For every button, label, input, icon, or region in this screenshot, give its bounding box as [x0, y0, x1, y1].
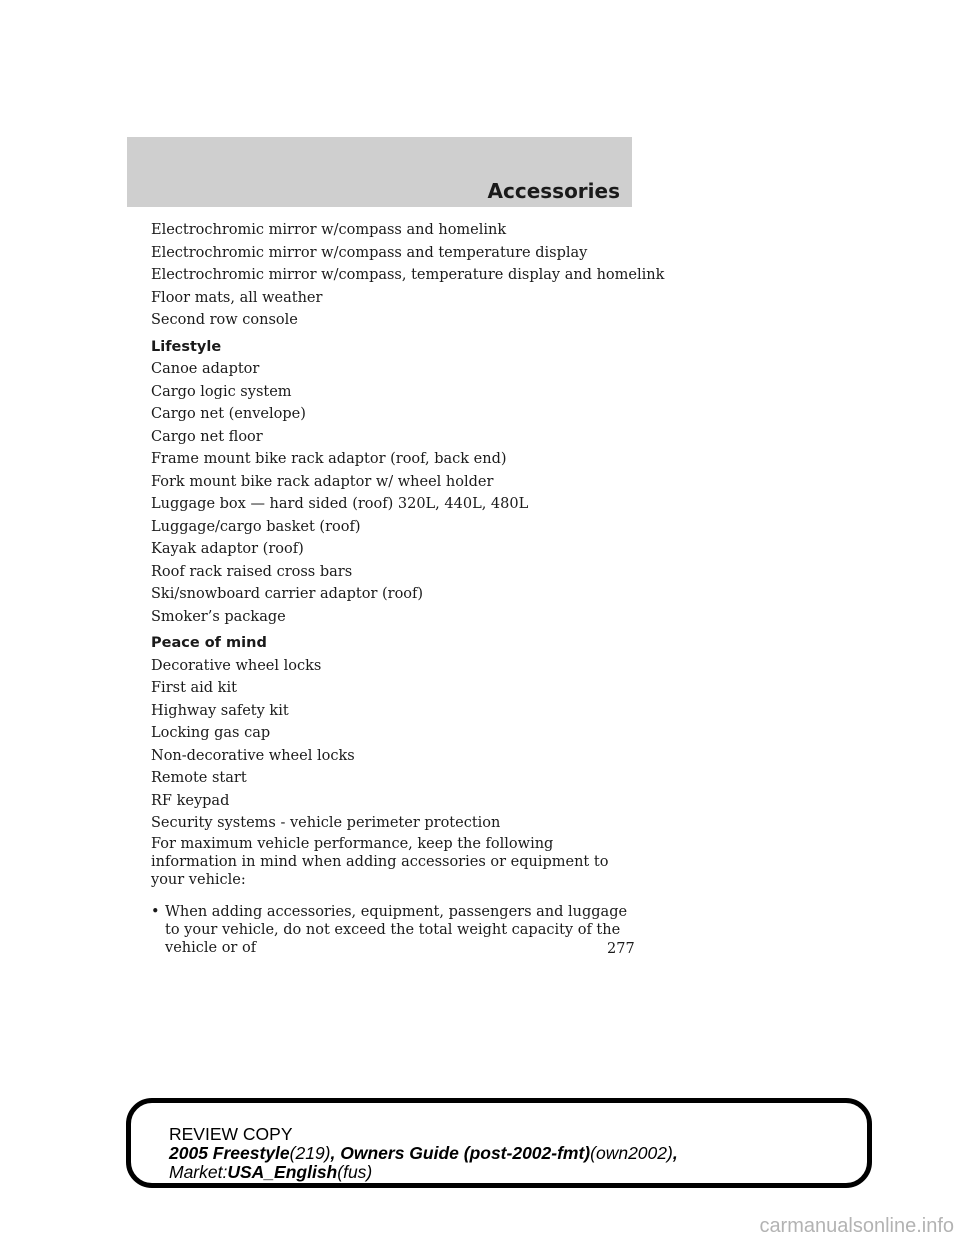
- review-market-code: (fus): [337, 1162, 373, 1182]
- intro-line: Electrochromic mirror w/compass and temperature display: [151, 244, 588, 261]
- review-comma: ,: [672, 1143, 678, 1163]
- lifestyle-item: Cargo logic system: [151, 383, 292, 400]
- lifestyle-list: [151, 358, 641, 628]
- review-line-2: [169, 1144, 678, 1163]
- review-line-1: REVIEW COPY: [169, 1124, 293, 1144]
- peace-of-mind-item: Highway safety kit: [151, 702, 289, 719]
- bullet-icon: •: [151, 904, 160, 920]
- lifestyle-item: Luggage/cargo basket (roof): [151, 518, 361, 535]
- peace-of-mind-item: First aid kit: [151, 680, 237, 696]
- peace-of-mind-item: RF keypad: [151, 792, 230, 809]
- intro-list: [151, 219, 665, 332]
- lifestyle-item: Kayak adaptor (roof): [151, 541, 304, 557]
- peace-of-mind-list: [151, 655, 641, 835]
- intro-line: Electrochromic mirror w/compass and homelink: [151, 222, 507, 238]
- peace-of-mind-item: Security systems - vehicle perimeter protection: [151, 815, 501, 831]
- review-market: USA_English: [227, 1162, 338, 1182]
- lifestyle-item: Ski/snowboard carrier adaptor (roof): [151, 586, 424, 602]
- performance-paragraph: For maximum vehicle performance, keep the following information in mind when adding accessories or equipment to your vehicle:: [151, 835, 609, 888]
- lifestyle-item: Frame mount bike rack adaptor (roof, back end): [151, 451, 507, 467]
- review-line-3: [169, 1163, 678, 1182]
- review-copy-box: [126, 1098, 872, 1188]
- lifestyle-item: Canoe adaptor: [151, 361, 260, 377]
- peace-of-mind-item: Locking gas cap: [151, 725, 271, 741]
- lifestyle-item: Luggage box — hard sided (roof) 320L, 440L, 480L: [151, 496, 529, 512]
- review-copy-text: [169, 1125, 678, 1182]
- bullet-item: [151, 903, 641, 957]
- lifestyle-item: Cargo net (envelope): [151, 406, 306, 422]
- review-market-label: Market:: [169, 1162, 228, 1182]
- lifestyle-item: Fork mount bike rack adaptor w/ wheel holder: [151, 473, 494, 490]
- review-guide-code: (own2002): [590, 1143, 673, 1163]
- watermark-text: carmanualsonline.info: [759, 1215, 954, 1237]
- lifestyle-heading: Lifestyle: [151, 338, 222, 355]
- peace-of-mind-item: Remote start: [151, 770, 247, 786]
- section-title: Accessories: [487, 179, 620, 203]
- review-model: 2005 Freestyle: [169, 1143, 290, 1163]
- section-header-band: [127, 137, 632, 207]
- peace-of-mind-item: Non-decorative wheel locks: [151, 747, 355, 764]
- peace-of-mind-heading: Peace of mind: [151, 635, 267, 651]
- lifestyle-item: Roof rack raised cross bars: [151, 563, 353, 580]
- review-guide: , Owners Guide (post-2002-fmt): [330, 1143, 591, 1163]
- intro-line: Electrochromic mirror w/compass, temperature display and homelink: [151, 267, 665, 283]
- page-number: 277: [607, 941, 635, 957]
- intro-line: Floor mats, all weather: [151, 289, 323, 306]
- bullet-text: When adding accessories, equipment, passengers and luggage to your vehicle, do not exceed the total weight capacity of the vehicle or of: [165, 904, 628, 956]
- page-body: [151, 219, 665, 957]
- lifestyle-item: Cargo net floor: [151, 428, 263, 445]
- review-model-code: (219): [289, 1143, 331, 1163]
- lifestyle-item: Smoker’s package: [151, 608, 286, 625]
- peace-of-mind-item: Decorative wheel locks: [151, 657, 322, 674]
- intro-line: Second row console: [151, 312, 298, 328]
